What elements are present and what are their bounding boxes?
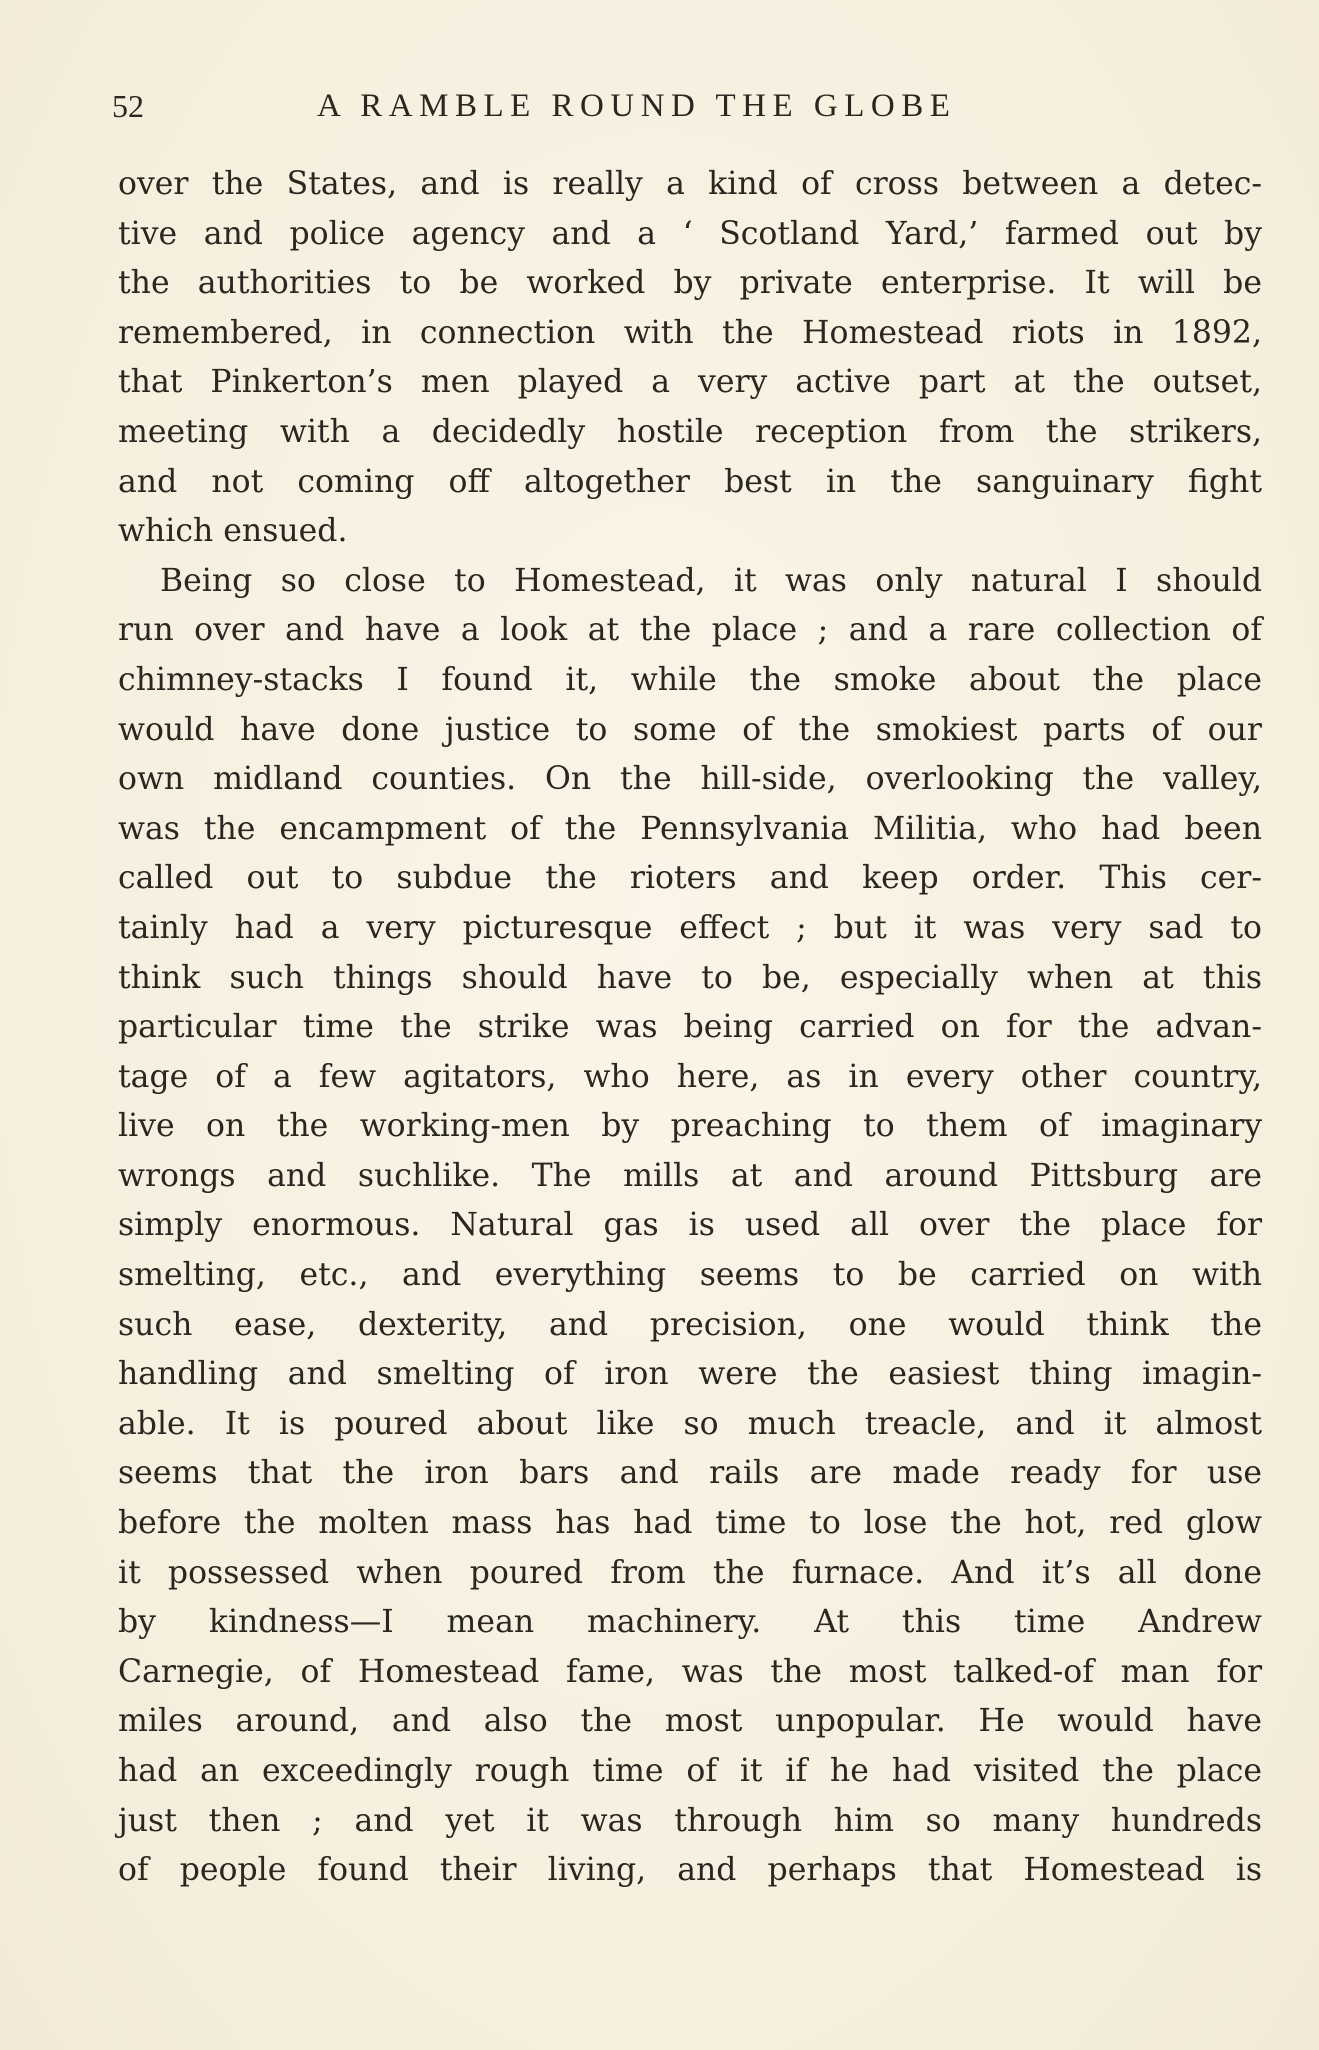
text-line: able. It is poured about like so much treacle, and it almost <box>118 1405 1262 1442</box>
text-line: remembered, in connection with the Homestead riots in 1892, <box>118 314 1262 351</box>
text-line: that Pinkerton’s men played a very active part at the outset, <box>118 364 1262 401</box>
text-line: own midland counties. On the hill-side, overlooking the valley, <box>118 761 1262 798</box>
text-line: smelting, etc., and everything seems to be carried on with <box>118 1257 1262 1294</box>
page-header <box>112 88 1262 128</box>
running-head: A RAMBLE ROUND THE GLOBE <box>317 88 957 124</box>
text-line: wrongs and suchlike. The mills at and around Pittsburg are <box>118 1157 1262 1194</box>
text-line: the authorities to be worked by private enterprise. It will be <box>118 265 1262 302</box>
text-line: which ensued. <box>118 513 348 550</box>
text-line: run over and have a look at the place ; and a rare collection of <box>118 612 1262 649</box>
text-line: of people found their living, and perhaps that Homestead is <box>118 1852 1262 1889</box>
text-line: miles around, and also the most unpopular. He would have <box>118 1703 1262 1740</box>
text-line: and not coming off altogether best in the sanguinary fight <box>118 463 1262 500</box>
body-text <box>118 160 1262 1896</box>
text-line: seems that the iron bars and rails are made ready for use <box>118 1455 1262 1492</box>
text-line: called out to subdue the rioters and keep order. This cer- <box>118 860 1262 897</box>
text-line: simply enormous. Natural gas is used all over the place for <box>118 1207 1262 1244</box>
text-line: meeting with a decidedly hostile reception from the strikers, <box>118 413 1262 450</box>
text-line: handling and smelting of iron were the easiest thing imagin- <box>118 1356 1262 1393</box>
text-line: just then ; and yet it was through him so many hundreds <box>118 1802 1262 1839</box>
paragraph-start-line: Being so close to Homestead, it was only natural I should <box>160 562 1262 599</box>
text-line: tainly had a very picturesque effect ; but it was very sad to <box>118 909 1262 946</box>
text-line: chimney-stacks I found it, while the smoke about the place <box>118 661 1262 698</box>
text-line: would have done justice to some of the smokiest parts of our <box>118 711 1262 748</box>
text-line: Carnegie, of Homestead fame, was the most talked-of man for <box>118 1653 1262 1690</box>
page-number: 52 <box>112 88 144 124</box>
text-line: live on the working-men by preaching to them of imaginary <box>118 1108 1262 1145</box>
text-line: tage of a few agitators, who here, as in every other country, <box>118 1058 1262 1095</box>
text-line: before the molten mass has had time to lose the hot, red glow <box>118 1505 1262 1542</box>
text-line: by kindness—I mean machinery. At this time Andrew <box>118 1604 1262 1641</box>
text-line: particular time the strike was being carried on for the advan- <box>118 1009 1262 1046</box>
text-line: think such things should have to be, especially when at this <box>118 959 1262 996</box>
text-line: was the encampment of the Pennsylvania Militia, who had been <box>118 810 1262 847</box>
text-line: tive and police agency and a ‘ Scotland Yard,’ farmed out by <box>118 215 1262 252</box>
text-line: such ease, dexterity, and precision, one would think the <box>118 1306 1262 1343</box>
text-line: had an exceedingly rough time of it if he had visited the place <box>118 1753 1262 1789</box>
text-line: over the States, and is really a kind of cross between a detec- <box>118 166 1262 202</box>
text-line: it possessed when poured from the furnace. And it’s all done <box>118 1554 1262 1591</box>
